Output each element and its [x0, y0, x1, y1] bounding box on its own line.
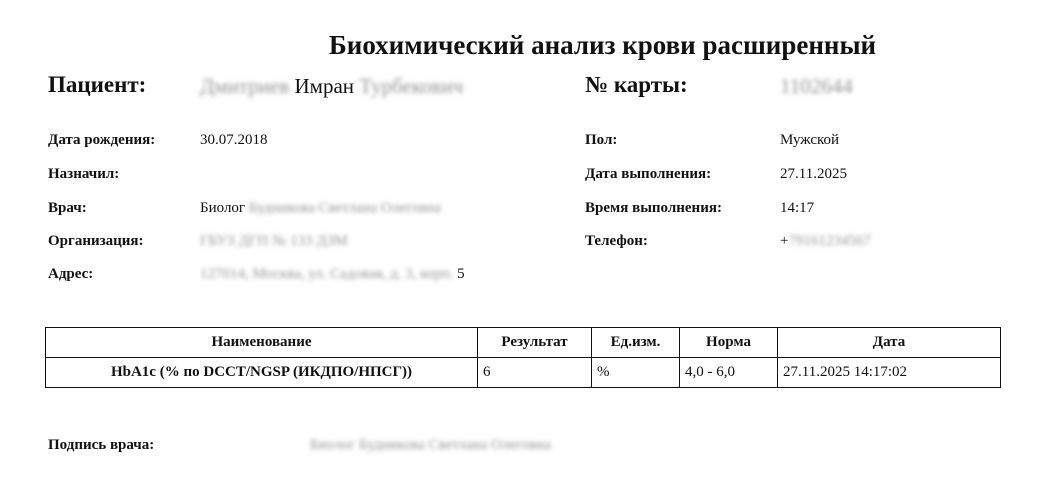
address-value: [200, 266, 465, 283]
phone-label: Телефон:: [585, 233, 648, 249]
table-row: [46, 358, 1001, 388]
execution-date-label: Дата выполнения:: [585, 166, 712, 182]
sex-label: Пол:: [585, 132, 618, 148]
patient-name-visible: Имран: [294, 74, 355, 98]
signature-value: Биолог Будникова Светлана Олеговна: [310, 437, 552, 453]
phone-value: [780, 233, 871, 250]
execution-time-value: 14:17: [780, 200, 815, 216]
sex-value: Мужской: [780, 132, 840, 148]
signature-label: Подпись врача:: [48, 437, 155, 453]
table-header-row: [46, 328, 1001, 358]
doctor-value-blurred: Будникова Светлана Олеговна: [248, 200, 442, 216]
card-value: 1102644: [780, 74, 853, 98]
cell-name: HbA1c (% по DCCT/NGSP (ИКДПО/НПСГ)): [46, 358, 478, 388]
phone-value-visible: +: [780, 233, 789, 249]
organization-label: Организация:: [48, 233, 144, 249]
patient-name: [200, 74, 463, 99]
patient-name-blurred-suffix: Турбекович: [359, 74, 464, 98]
cell-date: 27.11.2025 14:17:02: [778, 358, 1001, 388]
card-label: № карты:: [585, 72, 688, 97]
ordered-by-label: Назначил:: [48, 166, 120, 182]
doctor-value-visible: Биолог: [200, 200, 246, 216]
organization-value: ГБУЗ ДГП № 133 ДЗМ: [200, 233, 348, 249]
phone-value-blurred: 79161234567: [788, 233, 871, 249]
header-norm: Норма: [680, 328, 778, 358]
birth-date-label: Дата рождения:: [48, 132, 156, 148]
birth-date-value: 30.07.2018: [200, 132, 268, 148]
cell-result: 6: [478, 358, 592, 388]
patient-label: Пациент:: [48, 72, 147, 97]
address-value-blurred: 127014, Москва, ул. Садовая, д. 3, корп.: [200, 266, 454, 282]
execution-time-label: Время выполнения:: [585, 200, 722, 216]
header-name: Наименование: [46, 328, 478, 358]
execution-date-value: 27.11.2025: [780, 166, 847, 182]
header-result: Результат: [478, 328, 592, 358]
document-title: Биохимический анализ крови расширенный: [328, 30, 877, 60]
address-label: Адрес:: [48, 266, 94, 282]
results-table: [45, 327, 1001, 388]
cell-norm: 4,0 - 6,0: [680, 358, 778, 388]
doctor-value: [200, 200, 441, 217]
patient-name-blurred-prefix: Дмитриев: [200, 74, 290, 98]
address-value-tail: 5: [457, 266, 465, 282]
doctor-label: Врач:: [48, 200, 87, 216]
header-date: Дата: [778, 328, 1001, 358]
cell-unit: %: [592, 358, 680, 388]
header-unit: Ед.изм.: [592, 328, 680, 358]
